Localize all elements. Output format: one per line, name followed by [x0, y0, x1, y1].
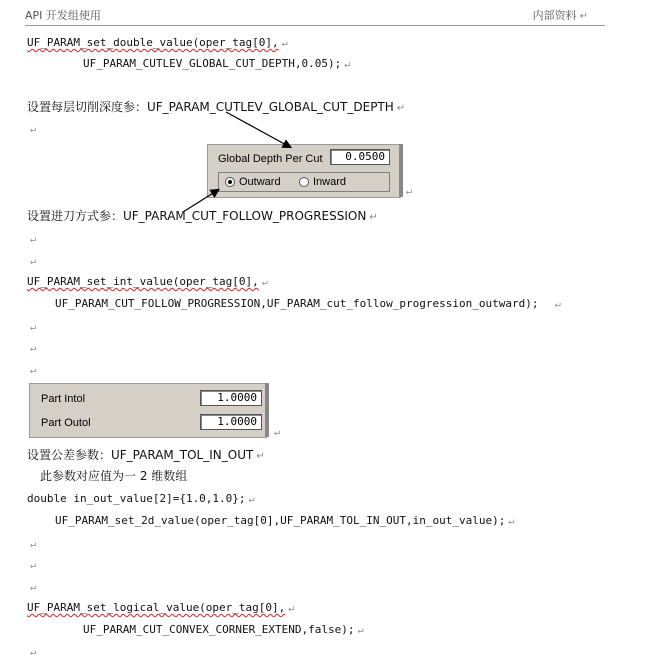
text-tol-param: 设置公差参数：UF_PARAM_TOL_IN_OUT ↵ [27, 448, 265, 462]
empty-paragraph: ↵ [30, 256, 37, 267]
code-line-12: UF_PARAM_CUT_CONVEX_CORNER_EXTEND,false); ↵ [83, 623, 364, 636]
outward-label: Outward [239, 176, 281, 188]
header-left-text: API 开发组使用 [25, 9, 101, 22]
code-line-9: double in_out_value[2]={1.0,1.0}; ↵ [27, 492, 255, 505]
empty-paragraph: ↵ [30, 124, 37, 135]
code-line-6: UF_PARAM_CUT_FOLLOW_PROGRESSION,UF_PARAM_cut_follow_progression_outward); ↵ [55, 297, 561, 310]
empty-paragraph: ↵ [30, 365, 37, 376]
pilcrow-mark: ↵ [406, 186, 413, 197]
text-tol-note: 此参数对应值为一 2 维数组 [40, 469, 188, 483]
depth-label: Global Depth Per Cut [218, 153, 323, 165]
arrow-to-depth-field [226, 112, 290, 147]
empty-paragraph: ↵ [30, 322, 37, 333]
intol-label: Part Intol [41, 393, 86, 405]
empty-paragraph: ↵ [30, 582, 37, 593]
inward-label: Inward [313, 176, 347, 188]
depth-input[interactable]: 0.0500 [330, 149, 390, 165]
code-line-2: UF_PARAM_CUTLEV_GLOBAL_CUT_DEPTH,0.05); ↵ [83, 57, 351, 70]
empty-paragraph: ↵ [30, 647, 37, 658]
code-line-11: UF_PARAM_set_logical_value(oper_tag[0], ↵ [27, 601, 295, 614]
pilcrow-mark: ↵ [274, 427, 281, 438]
empty-paragraph: ↵ [30, 234, 37, 245]
header-right-text: 内部资料 ↵ [532, 9, 588, 22]
intol-input[interactable]: 1.0000 [200, 390, 262, 406]
empty-paragraph: ↵ [30, 560, 37, 571]
text-depth-param: 设置每层切削深度参：UF_PARAM_CUTLEV_GLOBAL_CUT_DEPTH ↵ [27, 100, 406, 114]
tolerance-dialog [29, 383, 267, 438]
code-line-10: UF_PARAM_set_2d_value(oper_tag[0],UF_PARAM_TOL_IN_OUT,in_out_value); ↵ [55, 514, 515, 527]
empty-paragraph: ↵ [30, 343, 37, 354]
empty-paragraph: ↵ [30, 539, 37, 550]
outtol-label: Part Outol [41, 417, 91, 429]
text-progression-param: 设置进刀方式参：UF_PARAM_CUT_FOLLOW_PROGRESSION ↵ [27, 209, 378, 223]
tolerance-dialog-edge [265, 383, 269, 437]
code-line-1: UF_PARAM_set_double_value(oper_tag[0], ↵ [27, 36, 288, 49]
code-line-5: UF_PARAM_set_int_value(oper_tag[0], ↵ [27, 275, 268, 288]
outtol-input[interactable]: 1.0000 [200, 414, 262, 430]
